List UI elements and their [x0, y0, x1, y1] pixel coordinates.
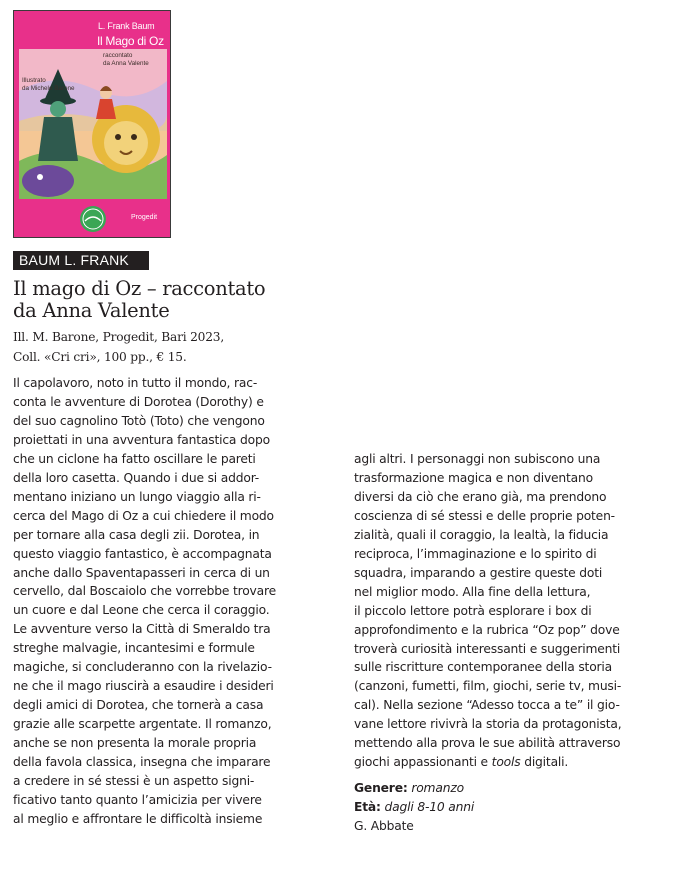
- book-title-line: Il mago di Oz – raccontato: [13, 277, 266, 300]
- book-meta-line: Ill. M. Barone, Progedit, Bari 2023,: [13, 330, 225, 344]
- review-text-line: anche se non presenta la morale propria: [13, 736, 257, 751]
- review-text-line: coscienza di sé stessi e delle proprie poten-: [354, 508, 615, 523]
- review-text-line: approfondimento e la rubrica “Oz pop” dove: [354, 622, 620, 637]
- review-text-line: della loro casetta. Quando i due si addor-: [13, 470, 260, 485]
- review-text-line: (canzoni, fumetti, film, giochi, serie tv, musi-: [354, 679, 622, 694]
- cover-title: Il Mago di Oz: [97, 34, 164, 48]
- review-text-line: cerca del Mago di Oz a cui chiedere il modo: [13, 508, 274, 523]
- cover-author: L. Frank Baum: [98, 21, 155, 31]
- review-text-line: ficativo tanto quanto l’amicizia per vivere: [13, 792, 262, 807]
- review-text-line: [354, 753, 680, 772]
- review-text-line: squadra, imparando a gestire queste doti: [354, 565, 603, 580]
- age-row: [354, 798, 680, 817]
- book-cover: [13, 10, 171, 238]
- review-text-line: conta le avventure di Dorotea (Dorothy) e: [13, 394, 264, 409]
- review-text-line: vane lettore rivivrà la storia da protagonista,: [354, 717, 622, 732]
- age-label: Età:: [354, 800, 381, 815]
- spacer: [354, 772, 680, 779]
- review-text-line: diversi da ciò che erano già, ma prendono: [354, 489, 607, 504]
- review-text-line: zialità, quali il coraggio, la lealtà, la fiducia: [354, 527, 609, 542]
- author-label: BAUM L. FRANK: [13, 251, 149, 270]
- last-line-end: digitali.: [520, 755, 569, 770]
- review-text-line: questo viaggio fantastico, è accompagnata: [13, 546, 272, 561]
- age-value: dagli 8-10 anni: [384, 800, 475, 815]
- review-text-line: ne che il mago riuscirà a esaudire i desideri: [13, 679, 274, 694]
- genre-row: [354, 779, 680, 798]
- last-line-start: giochi appassionanti e: [354, 755, 492, 770]
- cover-illustrated-by: [22, 77, 102, 93]
- review-text-line: grazie alle scarpette argentate. Il romanzo,: [13, 717, 272, 732]
- review-text-line: proiettati in una avventura fantastica dopo: [13, 432, 270, 447]
- review-text-right-column: [354, 450, 680, 836]
- genre-value: romanzo: [411, 781, 464, 796]
- review-text-line: magiche, si concluderanno con la rivelazio-: [13, 660, 272, 675]
- review-text-line: degli amici di Dorotea, che tornerà a casa: [13, 698, 264, 713]
- cover-retold-line: da Anna Valente: [103, 60, 149, 67]
- review-text-line: reciproca, l’immaginazione e lo spirito di: [354, 546, 597, 561]
- cover-retold-by: [103, 52, 167, 68]
- review-text-line: trasformazione magica e non diventano: [354, 470, 593, 485]
- review-text-line: sulle riscritture contemporanee della storia: [354, 660, 613, 675]
- review-text-line: troverà curiosità interessanti e suggerimenti: [354, 641, 621, 656]
- review-text-line: agli altri. I personaggi non subiscono una: [354, 452, 601, 466]
- genre-label: Genere:: [354, 781, 408, 796]
- right-column-lines: [354, 450, 680, 753]
- review-text-line: cal). Nella sezione “Adesso tocca a te” il gio-: [354, 698, 620, 713]
- book-title: [13, 278, 333, 322]
- review-text-line: al meglio e affrontare le difficoltà insieme: [13, 811, 263, 826]
- review-text-line: mettendo alla prova le sue abilità attraverso: [354, 736, 621, 751]
- review-text-line: del suo cagnolino Totò (Toto) che vengono: [13, 413, 265, 428]
- review-text-line: nel miglior modo. Alla fine della lettura,: [354, 584, 591, 599]
- cover-publisher: Progedit: [131, 214, 158, 221]
- review-text-line: a credere in sé stessi è un aspetto signi-: [13, 774, 255, 789]
- review-text-line: un cuore e dal Leone che cerca il coraggio.: [13, 603, 270, 618]
- review-text-line: mentano iniziano un lungo viaggio alla ri-: [13, 489, 261, 504]
- review-text-line: Le avventure verso la Città di Smeraldo tra: [13, 622, 271, 637]
- review-text-line: della favola classica, insegna che imparare: [13, 755, 271, 770]
- review-text-line: che un ciclone ha fatto oscillare le pareti: [13, 451, 256, 466]
- review-text-left-column: [13, 374, 343, 829]
- reviewer-name: G. Abbate: [354, 819, 414, 834]
- book-publication-info: [13, 327, 343, 367]
- last-line-italic: tools: [491, 755, 521, 770]
- cover-illustrated-line: Illustrato: [22, 77, 46, 84]
- review-text-line: streghe malvagie, incantesimi e formule: [13, 641, 255, 656]
- review-text-line: anche dallo Spaventapasseri in cerca di un: [13, 565, 270, 580]
- cover-illustrated-line: da Michele Barone: [22, 85, 75, 92]
- book-meta-line: Coll. «Cri cri», 100 pp., € 15.: [13, 350, 187, 364]
- review-text-line: il piccolo lettore potrà esplorare i box di: [354, 603, 592, 618]
- cover-retold-line: raccontato: [103, 52, 133, 59]
- review-text-line: per tornare alla casa degli zii. Dorotea, in: [13, 527, 260, 542]
- review-text-line: Il capolavoro, noto in tutto il mondo, rac-: [13, 376, 258, 390]
- review-text-line: cervello, dal Boscaiolo che vorrebbe trovare: [13, 584, 276, 599]
- book-title-line: da Anna Valente: [13, 299, 170, 322]
